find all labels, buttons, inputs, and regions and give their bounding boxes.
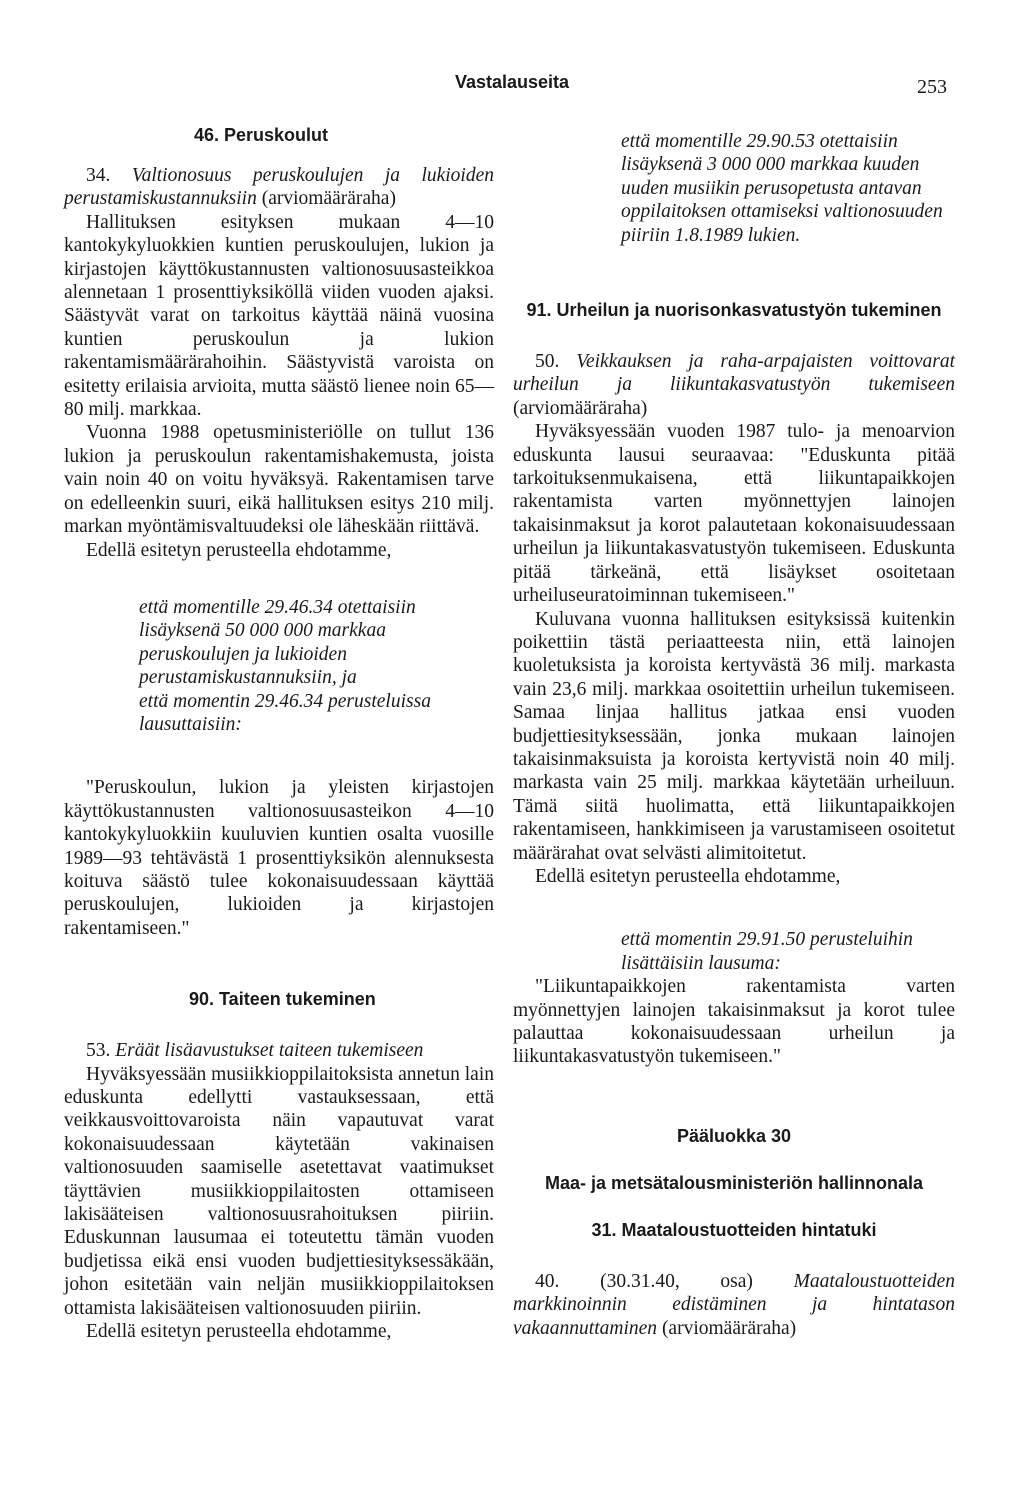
item-title: Valtionosuus peruskoulujen ja lukioiden perustamiskustannuksiin bbox=[64, 165, 495, 210]
item-type: (arviomääräraha) bbox=[661, 1317, 797, 1339]
left-column bbox=[64, 124, 494, 1343]
section-heading-90: 90. Taiteen tukeminen bbox=[189, 989, 376, 1010]
section-heading-31: 31. Maataloustuotteiden hintatuki bbox=[591, 1219, 877, 1240]
motion-text: että momentille 29.90.53 otettaisiin lisäyksenä 3 000 000 markkaa kuuden uuden musiikin perusopetusta antavan oppilaitoksen ottamiseksi valtionosuuden piiriin 1.8.1989 lukien. bbox=[621, 131, 943, 246]
motion-text: että momentin 29.91.50 perusteluihin lisättäisiin lausuma: bbox=[621, 929, 913, 974]
item-number: 50. bbox=[535, 351, 560, 373]
page-number: 253 bbox=[917, 76, 947, 98]
paragraph-body: Edellä esitetyn perusteella ehdotamme, bbox=[535, 865, 841, 887]
paragraph-body: Kuluvana vuonna hallituksen esityksissä kuitenkin poikettiin tästä periaatteesta niin, että lainojen kuoletuksista ja koroista kertyvästä 36 milj. markasta vain 23,6 milj. markkaa osoitettiin urheilun tukemiseen. Samaa linjaa hallitus jatkaa ensi vuoden budjettiesityksessään, jonka mukaan lainojen takaisinmaksuista ja koroista kertyvistä noin 40 milj. markasta vain 25 milj. markkaa käytetään urheiluun. Tämä siitä huolimatta, että liikuntapaikkojen rakentamiseen, hankkimiseen ja varustamiseen osoitetut määrärahat ovat selvästi alimitoitetut. bbox=[513, 608, 955, 864]
ministry-heading: Maa- ja metsätalousministeriön hallinnonala bbox=[544, 1172, 924, 1193]
item-number: 40. bbox=[535, 1270, 560, 1292]
paragraph-40 bbox=[513, 1270, 955, 1340]
item-reference: (30.31.40, osa) bbox=[600, 1270, 753, 1292]
quote-text: "Peruskoulun, lukion ja yleisten kirjastojen käyttökustannusten valtionosuusasteikon 4—10 kantokykyluokkiin kuuluvien kuntien osalta vuosille 1989—93 tehtävästä 1 prosenttiyksikön alennuksesta koituva säästö tulee kokonaisuudessaan käyttää peruskoulujen, lukioiden ja kirjastojen rakentamiseen." bbox=[64, 777, 494, 939]
right-column bbox=[513, 124, 955, 1340]
paragraph-body: Edellä esitetyn perusteella ehdotamme, bbox=[86, 539, 392, 561]
paragraph-50 bbox=[513, 350, 955, 420]
paragraph-body: Hallituksen esityksen mukaan 4—10 kantokykyluokkien kuntien peruskoulujen, lukion ja kirjastojen käyttökustannusten valtionosuusasteikkoa alennetaan 1 prosenttiyksiköllä viiden vuoden ajaksi. Säästyvät varat on tarkoitus käyttää näinä vuosina kuntien peruskoulun ja lukion rakentamismäärärahoihin. Säästyvistä varoista on esitetty erilaisia arvioita, mutta säästö lienee noin 65—80 milj. markkaa. bbox=[64, 211, 494, 421]
item-type: (arviomääräraha) bbox=[513, 397, 648, 419]
paragraph-34 bbox=[64, 164, 494, 211]
section-heading-91: 91. Urheilun ja nuorisonkasvatustyön tukeminen bbox=[526, 300, 942, 321]
item-type: (arviomääräraha) bbox=[261, 188, 396, 210]
section-heading-46: 46. Peruskoulut bbox=[194, 125, 329, 145]
main-class-heading: Pääluokka 30 bbox=[676, 1125, 792, 1146]
item-number: 53. bbox=[86, 1040, 111, 1062]
page-header-title: Vastalauseita bbox=[454, 72, 570, 92]
paragraph-body: Hyväksyessään vuoden 1987 tulo- ja menoarvion eduskunta lausui seuraavaa: "Eduskunta pitää tarkoituksenmukaisena, että liikuntapaikkojen rakentamista varten myönnettyjen lainojen takaisinmaksut ja korot palautetaan kokonaisuudessaan urheilun ja liikuntakasvatustyön tukemiseen. Eduskunta pitää tärkeänä, että lisäykset osoitetaan urheiluseuratoiminnan tukemiseen." bbox=[513, 421, 955, 607]
item-number: 34. bbox=[86, 165, 111, 186]
motion-text: että momentin 29.46.34 perusteluissa lausuttaisiin: bbox=[139, 690, 431, 735]
item-title: Maataloustuotteiden markkinoinnin edistäminen ja hintatason vakaannuttaminen bbox=[513, 1270, 955, 1339]
paragraph-53 bbox=[64, 1039, 494, 1062]
paragraph-body: Vuonna 1988 opetusministeriölle on tullut 136 lukion ja peruskoulun rakentamishakemusta, joista vain noin 40 on voitu hyväksyä. Rakentamisen tarve on edelleenkin suuri, eikä hallituksen esitys 210 milj. markan myöntämisvaltuudeksi ole läheskään riittävä. bbox=[64, 422, 494, 538]
quote-text: "Liikuntapaikkojen rakentamista varten myönnettyjen lainojen takaisinmaksut ja korot tulee palauttaa kokonaisuudessaan urheilun ja liikuntakasvatustyön tukemiseen." bbox=[513, 976, 955, 1068]
paragraph-body: Edellä esitetyn perusteella ehdotamme, bbox=[86, 1321, 392, 1343]
motion-text: että momentille 29.46.34 otettaisiin lisäyksenä 50 000 000 markkaa peruskoulujen ja lukioiden perustamiskustannuksiin, ja bbox=[139, 596, 416, 689]
item-title: Veikkauksen ja raha-arpajaisten voittovarat urheilun ja liikuntakasvatustyön tukemiseen bbox=[513, 351, 955, 396]
paragraph-body: Hyväksyessään musiikkioppilaitoksista annetun lain eduskunta edellytti vastauksessaan, että veikkausvoittovaroista näin vapautuvat varat kokonaisuudessaan käytetään vakinaisen valtionosuuden saamiselle asetettavat vaatimukset täyttävien musiikkioppilaitosten ottamiseen lakisääteisen valtionosuusrahoituksen piiriin. Eduskunnan lausumaa ei toteutettu tämän vuoden budjetissa eikä ensi vuoden budjettiesityksessäkään, johon esitetään vain neljän musiikkioppilaitoksen ottamista lakisääteisen valtionosuuden piiriin. bbox=[64, 1063, 494, 1319]
item-title: Eräät lisäavustukset taiteen tukemiseen bbox=[115, 1040, 424, 1062]
